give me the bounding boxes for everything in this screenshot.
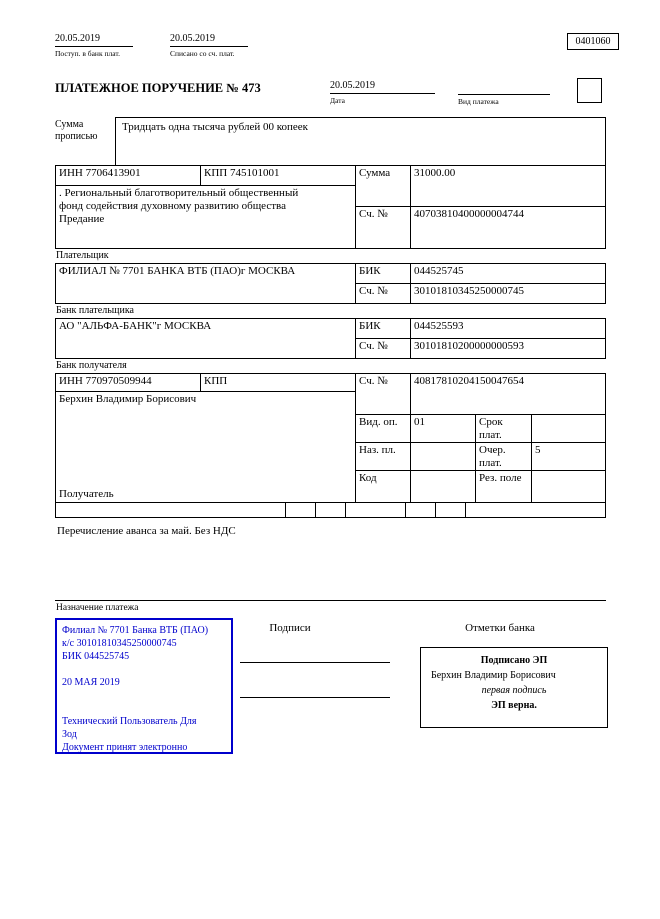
op-type-label: Вид. оп. <box>356 415 411 442</box>
purpose-label: Назначение платежа <box>56 603 139 613</box>
reserve-label: Рез. поле <box>476 471 532 502</box>
op-type-value: 01 <box>411 415 476 442</box>
code-value <box>411 471 476 502</box>
document-title: ПЛАТЕЖНОЕ ПОРУЧЕНИЕ № 473 <box>55 81 261 95</box>
beneficiary-bank-bik-label: БИК <box>356 319 411 338</box>
sum-value: 31000.00 <box>414 167 456 179</box>
debited-date-label: Списано со сч. плат. <box>170 49 235 58</box>
signature-line-1 <box>240 662 390 663</box>
payer-section-label: Плательщик <box>56 250 109 261</box>
amount-words-value: Тридцать одна тысяча рублей 00 копеек <box>122 121 309 133</box>
payment-type-value <box>458 80 550 95</box>
amount-words-box <box>115 117 606 165</box>
tax-field-cell-3 <box>316 503 346 517</box>
beneficiary-inn: ИНН 770970509944 <box>56 374 201 391</box>
document-date: 20.05.2019 <box>330 80 435 94</box>
beneficiary-kpp-label: КПП <box>204 375 228 387</box>
tax-field-cell-7 <box>466 503 605 517</box>
received-date-label: Поступ. в банк плат. <box>55 49 120 58</box>
beneficiary-account: 40817810204150047654 <box>414 375 524 387</box>
beneficiary-account-label: Сч. № <box>356 374 411 414</box>
tax-field-cell-2 <box>286 503 316 517</box>
beneficiary-bank-section-label: Банк получателя <box>56 360 127 371</box>
beneficiary-section-label: Получатель <box>59 488 114 500</box>
beneficiary-bank-account: 30101810200000000593 <box>414 340 524 352</box>
purpose-code-value <box>411 443 476 470</box>
payer-account: 40703810400000004744 <box>414 208 524 220</box>
bank-stamp-line-3: БИК 044525745 <box>62 651 130 662</box>
date-label: Дата <box>330 96 345 105</box>
status-box <box>577 78 602 103</box>
code-label: Код <box>356 471 411 502</box>
esign-stamp-box <box>420 647 608 728</box>
payer-bank-bik: 044525745 <box>414 265 464 277</box>
document-date-block <box>330 80 435 105</box>
due-date-label: Срок плат. <box>476 415 532 442</box>
payer-kpp: КПП 745101001 <box>204 167 280 179</box>
signatures-label: Подписи <box>269 622 311 634</box>
payer-bank-account: 30101810345250000745 <box>414 285 524 297</box>
debited-date-block <box>170 33 248 58</box>
bank-marks-label: Отметки банка <box>465 622 535 634</box>
sum-label: Сумма <box>356 166 411 206</box>
esign-note: первая подпись <box>481 685 547 696</box>
bank-stamp-line-7: Документ принят электронно <box>62 742 188 753</box>
payer-name: . Региональный благотворительный общественный фонд содействия духовному развитию общества Предание <box>59 187 299 225</box>
tax-field-cell-5 <box>406 503 436 517</box>
payment-type-block <box>458 80 550 106</box>
tax-fields-strip <box>55 502 606 518</box>
payer-bank-section-label: Банк плательщика <box>56 305 134 316</box>
signature-line-2 <box>240 697 390 698</box>
debited-date: 20.05.2019 <box>170 33 248 47</box>
payer-account-label: Сч. № <box>356 207 411 248</box>
purpose-text: Перечисление аванса за май. Без НДС <box>57 525 236 537</box>
bank-stamp-line-4: 20 МАЯ 2019 <box>62 677 120 688</box>
priority-label: Очер. плат. <box>476 443 532 470</box>
tax-field-cell-1 <box>56 503 286 517</box>
beneficiary-name: Берхин Владимир Борисович <box>59 393 197 405</box>
bank-stamp-line-1: Филиал № 7701 Банка ВТБ (ПАО) <box>62 625 209 636</box>
payer-bank-bik-label: БИК <box>356 264 411 283</box>
reserve-value <box>532 471 605 502</box>
main-table <box>55 165 606 615</box>
amount-words-label: Сумма прописью <box>55 119 98 142</box>
esign-title: Подписано ЭП <box>480 655 548 666</box>
payer-bank-account-label: Сч. № <box>356 284 411 303</box>
esign-verified: ЭП верна. <box>491 700 537 711</box>
bank-stamp-line-2: к/с 30101810345250000745 <box>62 638 177 649</box>
beneficiary-bank-bik: 044525593 <box>414 320 464 332</box>
esign-signer-name: Берхин Владимир Борисович <box>431 670 556 681</box>
bank-stamp-box <box>55 618 233 754</box>
due-date-value <box>532 415 605 442</box>
payer-bank-name: ФИЛИАЛ № 7701 БАНКА ВТБ (ПАО)г МОСКВА <box>56 264 356 303</box>
purpose-area <box>55 518 606 601</box>
payment-type-label: Вид платежа <box>458 97 499 106</box>
beneficiary-bank-account-label: Сч. № <box>356 339 411 358</box>
beneficiary-bank-name: АО "АЛЬФА-БАНК"г МОСКВА <box>56 319 356 358</box>
bank-stamp-line-5: Технический Пользователь Для <box>62 716 197 727</box>
tax-field-cell-4 <box>346 503 406 517</box>
payer-section <box>55 165 606 249</box>
tax-field-cell-6 <box>436 503 466 517</box>
beneficiary-bank-section <box>55 318 606 359</box>
received-date: 20.05.2019 <box>55 33 133 47</box>
form-code-box <box>567 33 619 50</box>
payer-inn: ИНН 7706413901 <box>56 166 201 185</box>
bank-stamp-line-6: Зод <box>62 729 77 740</box>
beneficiary-section <box>55 373 606 503</box>
priority-value: 5 <box>535 444 541 456</box>
received-date-block <box>55 33 133 58</box>
form-code: 0401060 <box>575 36 611 47</box>
payer-bank-section <box>55 263 606 304</box>
purpose-code-label: Наз. пл. <box>356 443 411 470</box>
